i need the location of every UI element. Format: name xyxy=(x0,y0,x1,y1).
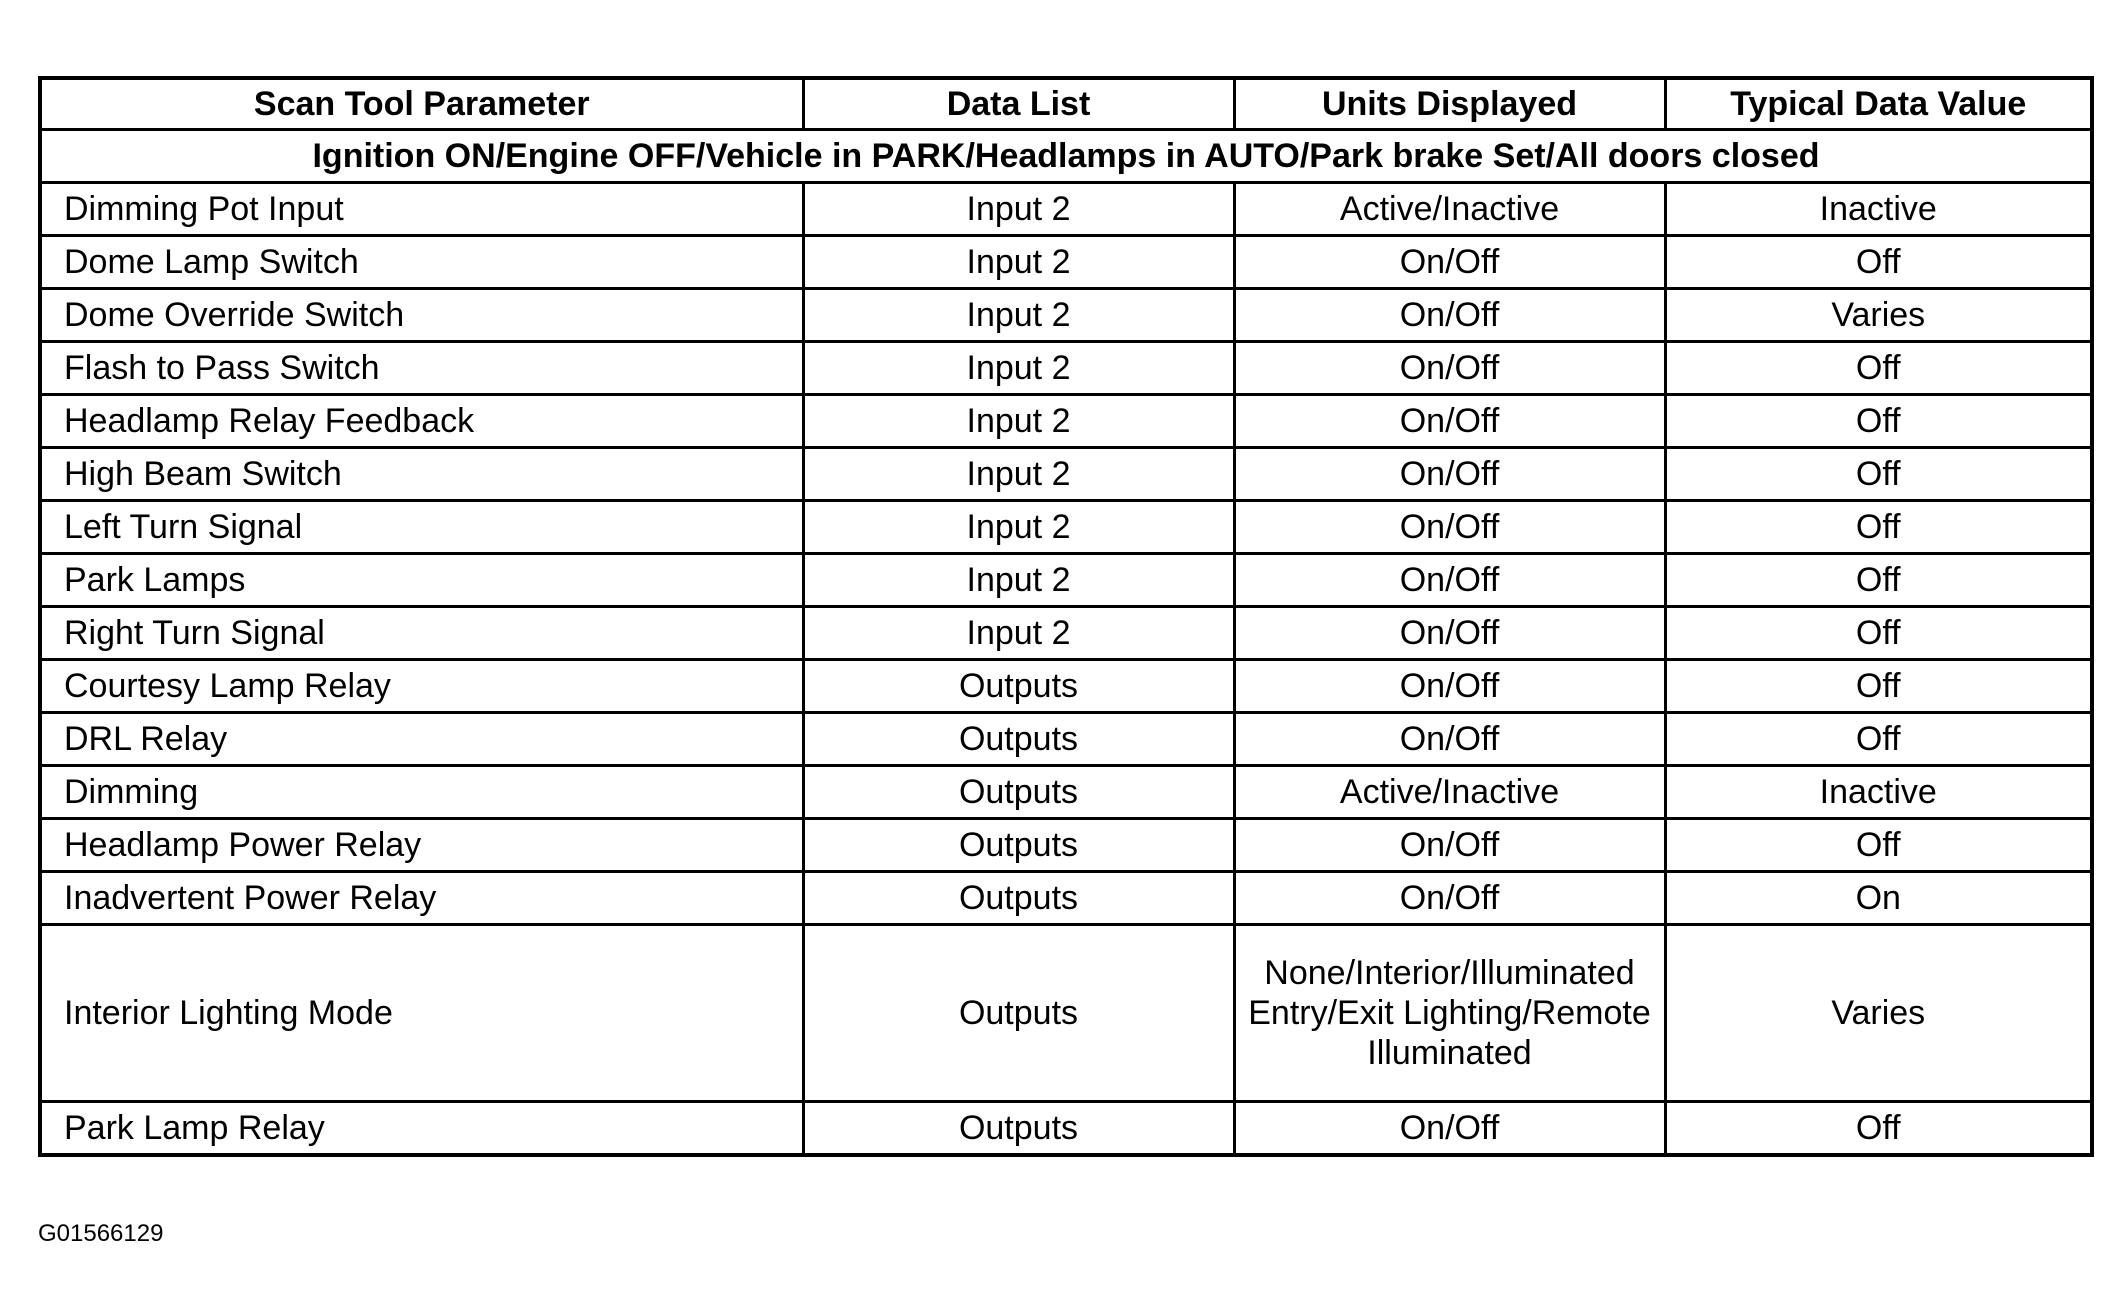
data-list-cell: Input 2 xyxy=(803,501,1234,554)
typical-value-cell: Off xyxy=(1665,501,2092,554)
data-list-cell: Input 2 xyxy=(803,236,1234,289)
table-row xyxy=(40,925,2092,1102)
scan-tool-data-table-container xyxy=(38,76,2090,1157)
data-list-cell: Input 2 xyxy=(803,554,1234,607)
typical-value-cell: Off xyxy=(1665,342,2092,395)
units-cell: On/Off xyxy=(1234,713,1665,766)
units-cell: On/Off xyxy=(1234,289,1665,342)
table-row xyxy=(40,713,2092,766)
parameter-cell: DRL Relay xyxy=(40,713,803,766)
table-row xyxy=(40,554,2092,607)
table-row xyxy=(40,607,2092,660)
parameter-cell: Courtesy Lamp Relay xyxy=(40,660,803,713)
data-list-cell: Outputs xyxy=(803,660,1234,713)
typical-value-cell: Off xyxy=(1665,819,2092,872)
parameter-cell: Park Lamp Relay xyxy=(40,1102,803,1156)
table-row xyxy=(40,395,2092,448)
typical-value-cell: Varies xyxy=(1665,925,2092,1102)
units-cell: Active/Inactive xyxy=(1234,766,1665,819)
data-list-cell: Input 2 xyxy=(803,395,1234,448)
parameter-cell: Flash to Pass Switch xyxy=(40,342,803,395)
typical-value-cell: Off xyxy=(1665,1102,2092,1156)
parameter-cell: Dome Lamp Switch xyxy=(40,236,803,289)
typical-value-cell: Off xyxy=(1665,554,2092,607)
figure-id-label: G01566129 xyxy=(38,1220,164,1247)
units-cell: On/Off xyxy=(1234,342,1665,395)
parameter-cell: Left Turn Signal xyxy=(40,501,803,554)
data-list-cell: Outputs xyxy=(803,713,1234,766)
parameter-cell: Dimming Pot Input xyxy=(40,183,803,236)
table-row xyxy=(40,183,2092,236)
data-list-cell: Input 2 xyxy=(803,448,1234,501)
scan-tool-data-table xyxy=(38,76,2094,1157)
units-cell: On/Off xyxy=(1234,236,1665,289)
table-row xyxy=(40,289,2092,342)
typical-value-cell: Off xyxy=(1665,395,2092,448)
parameter-cell: Interior Lighting Mode xyxy=(40,925,803,1102)
data-list-cell: Input 2 xyxy=(803,607,1234,660)
table-row xyxy=(40,766,2092,819)
table-row xyxy=(40,501,2092,554)
units-cell: On/Off xyxy=(1234,819,1665,872)
table-row xyxy=(40,1102,2092,1156)
table-row xyxy=(40,236,2092,289)
typical-value-cell: Inactive xyxy=(1665,183,2092,236)
header-row xyxy=(40,78,2092,130)
typical-value-cell: Off xyxy=(1665,236,2092,289)
table-row xyxy=(40,342,2092,395)
table-row xyxy=(40,660,2092,713)
data-list-cell: Outputs xyxy=(803,1102,1234,1156)
data-list-cell: Input 2 xyxy=(803,289,1234,342)
parameter-cell: Inadvertent Power Relay xyxy=(40,872,803,925)
table-row xyxy=(40,872,2092,925)
typical-value-cell: Varies xyxy=(1665,289,2092,342)
units-cell: On/Off xyxy=(1234,501,1665,554)
units-cell: On/Off xyxy=(1234,448,1665,501)
test-condition: Ignition ON/Engine OFF/Vehicle in PARK/Headlamps in AUTO/Park brake Set/All doors closed xyxy=(40,130,2092,183)
header-data-list: Data List xyxy=(803,78,1234,130)
typical-value-cell: Off xyxy=(1665,607,2092,660)
typical-value-cell: Off xyxy=(1665,713,2092,766)
header-units-displayed: Units Displayed xyxy=(1234,78,1665,130)
table-row xyxy=(40,819,2092,872)
parameter-cell: Park Lamps xyxy=(40,554,803,607)
units-cell: Active/Inactive xyxy=(1234,183,1665,236)
parameter-cell: Right Turn Signal xyxy=(40,607,803,660)
units-cell: On/Off xyxy=(1234,607,1665,660)
data-list-cell: Input 2 xyxy=(803,342,1234,395)
header-scan-tool-parameter: Scan Tool Parameter xyxy=(40,78,803,130)
typical-value-cell: Off xyxy=(1665,660,2092,713)
units-cell: On/Off xyxy=(1234,872,1665,925)
parameter-cell: Dome Override Switch xyxy=(40,289,803,342)
data-list-cell: Input 2 xyxy=(803,183,1234,236)
table-row xyxy=(40,448,2092,501)
units-cell: On/Off xyxy=(1234,395,1665,448)
data-list-cell: Outputs xyxy=(803,819,1234,872)
units-cell: On/Off xyxy=(1234,660,1665,713)
data-list-cell: Outputs xyxy=(803,766,1234,819)
parameter-cell: Headlamp Power Relay xyxy=(40,819,803,872)
parameter-cell: Dimming xyxy=(40,766,803,819)
header-typical-data-value: Typical Data Value xyxy=(1665,78,2092,130)
parameter-cell: High Beam Switch xyxy=(40,448,803,501)
units-cell: On/Off xyxy=(1234,1102,1665,1156)
condition-row xyxy=(40,130,2092,183)
units-cell: None/Interior/Illuminated Entry/Exit Lighting/Remote Illuminated xyxy=(1234,925,1665,1102)
units-cell: On/Off xyxy=(1234,554,1665,607)
typical-value-cell: Inactive xyxy=(1665,766,2092,819)
data-list-cell: Outputs xyxy=(803,925,1234,1102)
data-list-cell: Outputs xyxy=(803,872,1234,925)
typical-value-cell: On xyxy=(1665,872,2092,925)
parameter-cell: Headlamp Relay Feedback xyxy=(40,395,803,448)
typical-value-cell: Off xyxy=(1665,448,2092,501)
